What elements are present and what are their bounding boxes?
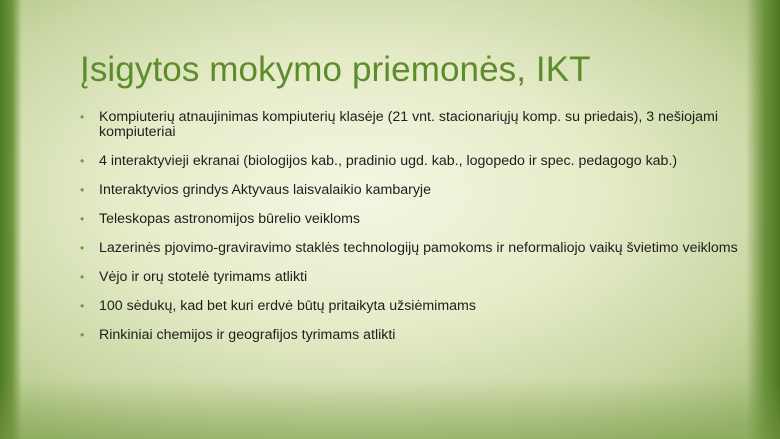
bullet-item: [80, 212, 740, 227]
bullet-item: [80, 154, 740, 169]
slide-title: Įsigytos mokymo priemonės, IKT: [80, 50, 591, 89]
left-edge-gradient: [0, 0, 22, 439]
bullet-text: Lazerinės pjovimo-graviravimo staklės technologijų pamokoms ir neformaliojo vaikų švietimo veikloms: [99, 240, 738, 256]
bullet-item: [80, 241, 740, 256]
bullet-marker: •: [80, 154, 85, 168]
bullet-text: Kompiuterių atnaujinimas kompiuterių klasėje (21 vnt. stacionariųjų komp. su priedais), 3 nešiojami kompiuteriai: [99, 109, 719, 140]
bullet-text: 100 sėdukų, kad bet kuri erdvė būtų pritaikyta užsiėmimams: [99, 298, 476, 314]
bullet-marker: •: [80, 270, 85, 284]
bullet-marker: •: [80, 241, 85, 255]
right-edge-gradient: [746, 0, 780, 439]
bullet-item: [80, 110, 740, 140]
bullet-marker: •: [80, 299, 85, 313]
bullet-marker: •: [80, 183, 85, 197]
bullet-text: Rinkiniai chemijos ir geografijos tyrimams atlikti: [99, 327, 396, 343]
bullet-marker: •: [80, 110, 85, 124]
bullet-text: 4 interaktyvieji ekranai (biologijos kab., pradinio ugd. kab., logopedo ir spec. pedagogo kab.): [99, 153, 678, 169]
bullet-marker: •: [80, 212, 85, 226]
bullet-item: [80, 328, 740, 343]
bullet-item: [80, 299, 740, 314]
bullet-text: Teleskopas astronomijos būrelio veikloms: [99, 211, 361, 227]
bullet-text: Interaktyvios grindys Aktyvaus laisvalaikio kambaryje: [99, 182, 431, 198]
bullet-item: [80, 183, 740, 198]
bullet-text: Vėjo ir orų stotelė tyrimams atlikti: [99, 269, 308, 285]
bullet-item: [80, 270, 740, 285]
bottom-edge-gradient: [0, 379, 780, 439]
bullet-list: [80, 110, 740, 343]
bullet-marker: •: [80, 328, 85, 342]
